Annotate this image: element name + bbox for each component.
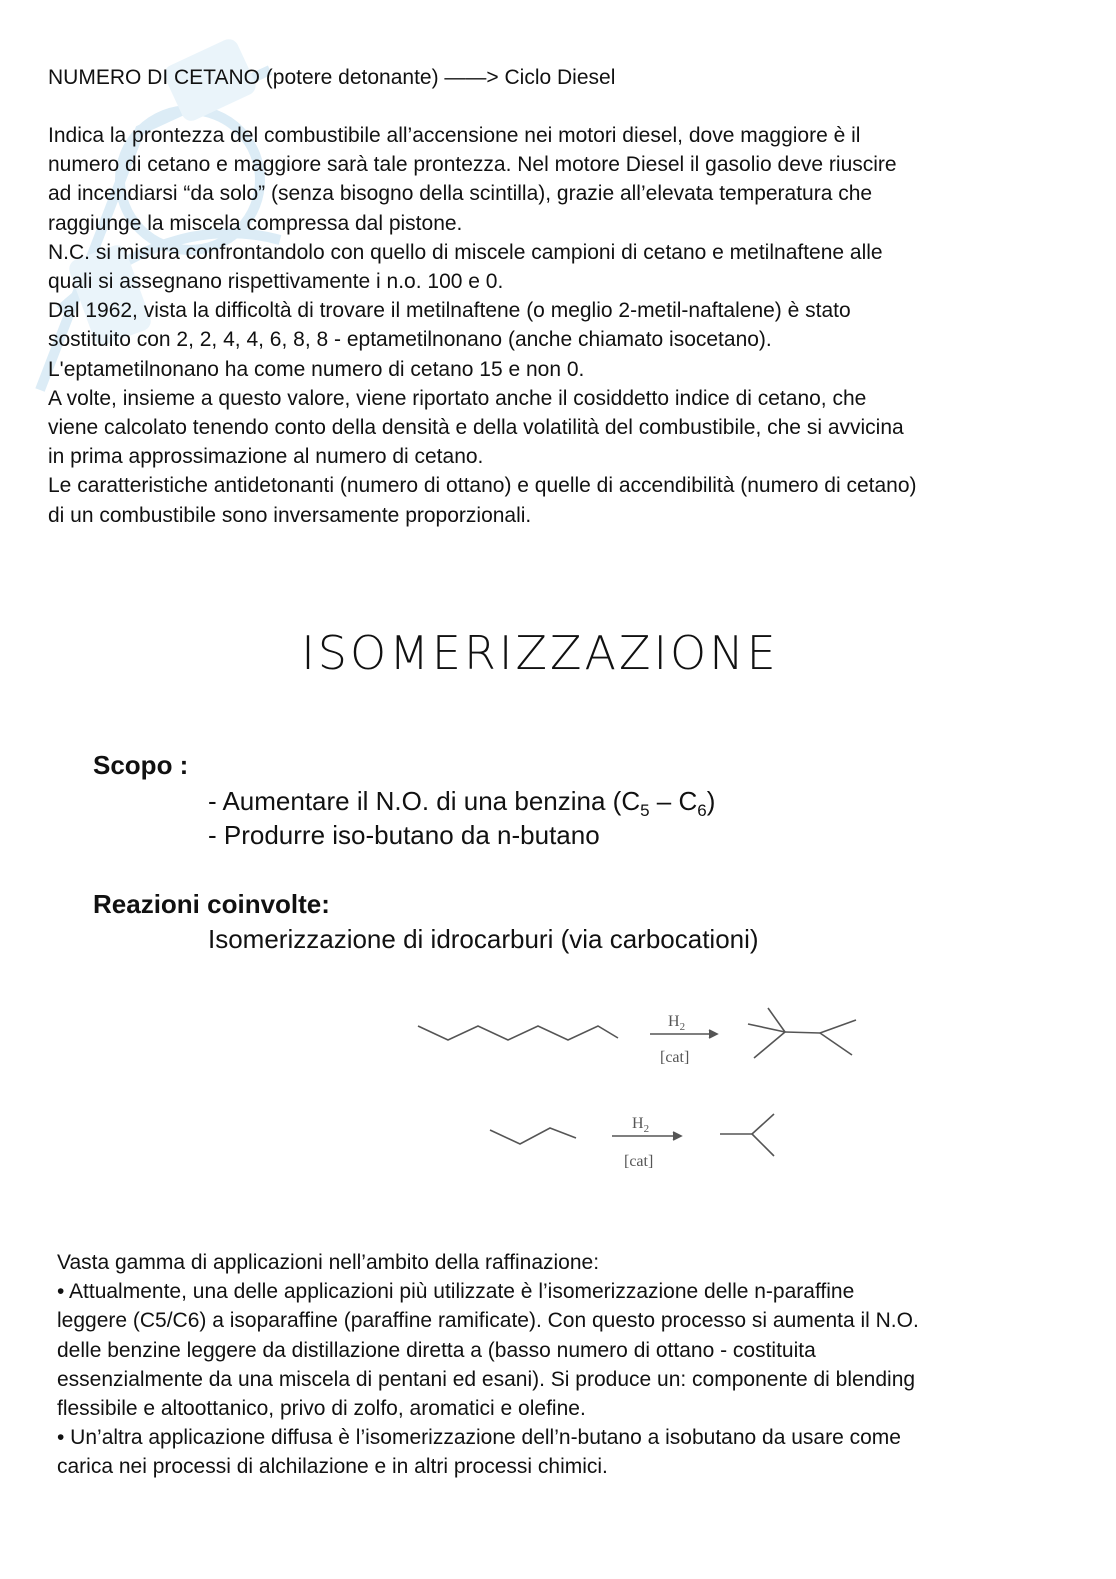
section-title: ISOMERIZZAZIONE: [301, 626, 779, 680]
paragraph-line: Dal 1962, vista la difficoltà di trovare il metilnaftene (o meglio 2-metil-naftalene) è stato: [48, 299, 851, 323]
applications-line: essenzialmente da una miscela di pentani ed esani). Si produce un: componente di blending: [57, 1367, 916, 1391]
scopo-item-1: [208, 786, 716, 820]
paragraph-line: A volte, insieme a questo valore, viene riportato anche il cosiddetto indice di cetano, che: [48, 386, 867, 410]
cetane-paragraph: [48, 121, 1078, 530]
reagent-1-label: $H_2$: [668, 1013, 686, 1033]
paragraph-line: viene calcolato tenendo conto della densità e della volatilità del combustibile, che si avvicina: [48, 416, 904, 440]
paragraph-line: in prima approssimazione al numero di cetano.: [48, 445, 484, 469]
scopo-item-1-suffix: ): [706, 786, 716, 816]
reazioni-text: Isomerizzazione di idrocarburi (via carbocationi): [208, 924, 759, 954]
applications-line: • Attualmente, una delle applicazioni più utilizzate è l’isomerizzazione delle n-paraffine: [57, 1280, 855, 1304]
paragraph-line: sostituito con 2, 2, 4, 4, 6, 8, 8 - eptametilnonano (anche chiamato isocetano).: [48, 328, 772, 352]
scopo-item-1-prefix: - Aumentare il N.O. di una benzina (C: [208, 786, 641, 816]
catalyst-2-label: [cat]: [624, 1153, 654, 1170]
reaction-scheme: [400, 1000, 880, 1190]
paragraph-line: ad incendiarsi “da solo” (senza bisogno della scintilla), grazie all’elevata temperatura che: [48, 182, 873, 206]
n-heptane-structure: [418, 1026, 618, 1040]
paragraph-line: di un combustibile sono inversamente proporzionali.: [48, 503, 532, 527]
applications-line: Vasta gamma di applicazioni nell’ambito della raffinazione:: [57, 1251, 600, 1274]
paragraph-line: quali si assegnano rispettivamente i n.o. 100 e 0.: [48, 270, 504, 294]
applications-line: flessibile e altoottanico, privo di zolfo, aromatici e olefine.: [57, 1397, 586, 1421]
isobutane-structure: [720, 1114, 774, 1156]
applications-line: • Un’altra applicazione diffusa è l’isomerizzazione dell’n-butano a isobutano da usare come: [57, 1426, 901, 1450]
applications-line: delle benzine leggere da distillazione diretta a (basso numero di ottano - costituita: [57, 1338, 816, 1362]
reazioni-label: Reazioni coinvolte:: [93, 889, 330, 919]
n-butane-structure: [490, 1128, 576, 1144]
paragraph-line: numero di cetano e maggiore sarà tale prontezza. Nel motore Diesel il gasolio deve riuscire: [48, 153, 897, 177]
subscript: 5: [640, 801, 650, 820]
paragraph-line: Le caratteristiche antidetonanti (numero di ottano) e quelle di accendibilità (numero di cetano): [48, 474, 917, 498]
applications-line: carica nei processi di alchilazione e in altri processi chimici.: [57, 1455, 608, 1479]
cetane-heading: NUMERO DI CETANO (potere detonante) ——> Ciclo Diesel: [48, 66, 616, 89]
subscript: 6: [697, 801, 707, 820]
scopo-item-2: - Produrre iso-butano da n-butano: [208, 820, 600, 850]
scopo-label: Scopo :: [93, 750, 189, 780]
paragraph-line: N.C. si misura confrontandolo con quello di miscele campioni di cetano e metilnaftene alle: [48, 240, 883, 264]
scopo-item-1-middle: – C: [649, 786, 698, 816]
iso-heptane-structure: [748, 1008, 856, 1058]
applications-line: leggere (C5/C6) a isoparaffine (paraffine ramificate). Con questo processo si aumenta il N.O.: [57, 1309, 919, 1333]
paragraph-line: raggiunge la miscela compressa dal pistone.: [48, 211, 463, 235]
arrow-head-1: [709, 1030, 717, 1038]
reagent-2-label: $H_2$: [632, 1115, 650, 1135]
paragraph-line: L'eptametilnonano ha come numero di cetano 15 e non 0.: [48, 357, 585, 381]
catalyst-1-label: [cat]: [660, 1049, 690, 1066]
paragraph-line: Indica la prontezza del combustibile all’accensione nei motori diesel, dove maggiore è il: [48, 124, 861, 147]
arrow-head-2: [673, 1132, 681, 1140]
applications-paragraph: [57, 1248, 1077, 1482]
